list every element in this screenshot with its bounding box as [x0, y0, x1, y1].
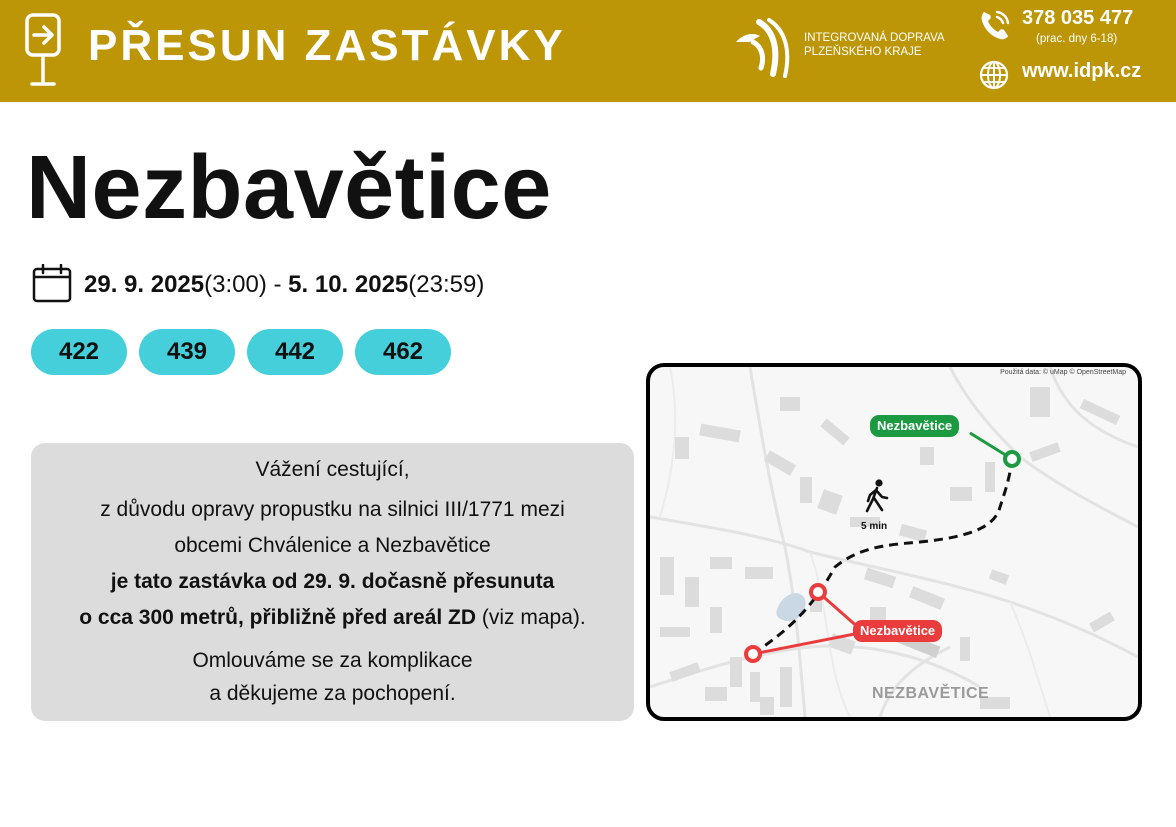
walking-person-icon — [867, 479, 887, 511]
notice-bold-line: je tato zastávka od 29. 9. dočasně přesunuta — [110, 570, 555, 593]
to-time: (23:59) — [408, 271, 485, 298]
old-stop-label: Nezbavětice — [853, 620, 942, 642]
notice-line: obcemi Chválenice a Nezbavětice — [174, 534, 491, 557]
new-stop-label: Nezbavětice — [870, 415, 959, 437]
line-badge: 439 — [139, 329, 235, 375]
website-link[interactable]: www.idpk.cz — [1022, 60, 1142, 82]
phone-icon — [978, 8, 1012, 42]
notice-line: z důvodu opravy propustku na silnici III/1771 mezi — [100, 498, 565, 521]
line-badge: 422 — [31, 329, 127, 375]
stop-name: Nezbavětice — [26, 138, 552, 238]
notice-thanks: a děkujeme za pochopení. — [209, 682, 456, 705]
phone-number[interactable]: 378 035 477 — [1022, 7, 1134, 29]
validity-period — [84, 268, 484, 302]
walk-time: 5 min — [861, 521, 888, 532]
page-title: PŘESUN ZASTÁVKY — [88, 21, 566, 70]
notice-box — [31, 443, 634, 721]
map-attribution: Použitá data: © uMap © OpenStreetMap — [1000, 369, 1126, 376]
notice-line — [31, 603, 634, 633]
phone-hours: (prac. dny 6-18) — [1036, 33, 1118, 45]
notice-bold-line: o cca 300 metrů, přibližně před areál ZD — [79, 606, 477, 629]
org-name-line1: INTEGROVANÁ DOPRAVA — [804, 32, 945, 44]
org-name — [804, 31, 945, 59]
notice-greeting: Vážení cestující, — [255, 458, 410, 481]
org-name-line2: PLZEŇSKÉHO KRAJE — [804, 46, 922, 58]
date-separator: - — [273, 271, 282, 298]
line-badge: 462 — [355, 329, 451, 375]
header-bar — [0, 0, 1176, 102]
stop-relocation-icon — [24, 12, 62, 88]
village-label: NEZBAVĚTICE — [872, 685, 990, 702]
notice-map-ref: (viz mapa). — [481, 606, 586, 629]
globe-icon — [978, 59, 1010, 91]
notice-apology: Omlouváme se za komplikace — [192, 649, 473, 672]
from-time: (3:00) — [204, 271, 267, 298]
line-badge: 442 — [247, 329, 343, 375]
from-date: 29. 9. 2025 — [84, 271, 205, 298]
idpk-logo — [733, 16, 791, 80]
relocation-map — [646, 363, 1142, 721]
to-date: 5. 10. 2025 — [288, 271, 409, 298]
calendar-icon — [32, 264, 72, 304]
